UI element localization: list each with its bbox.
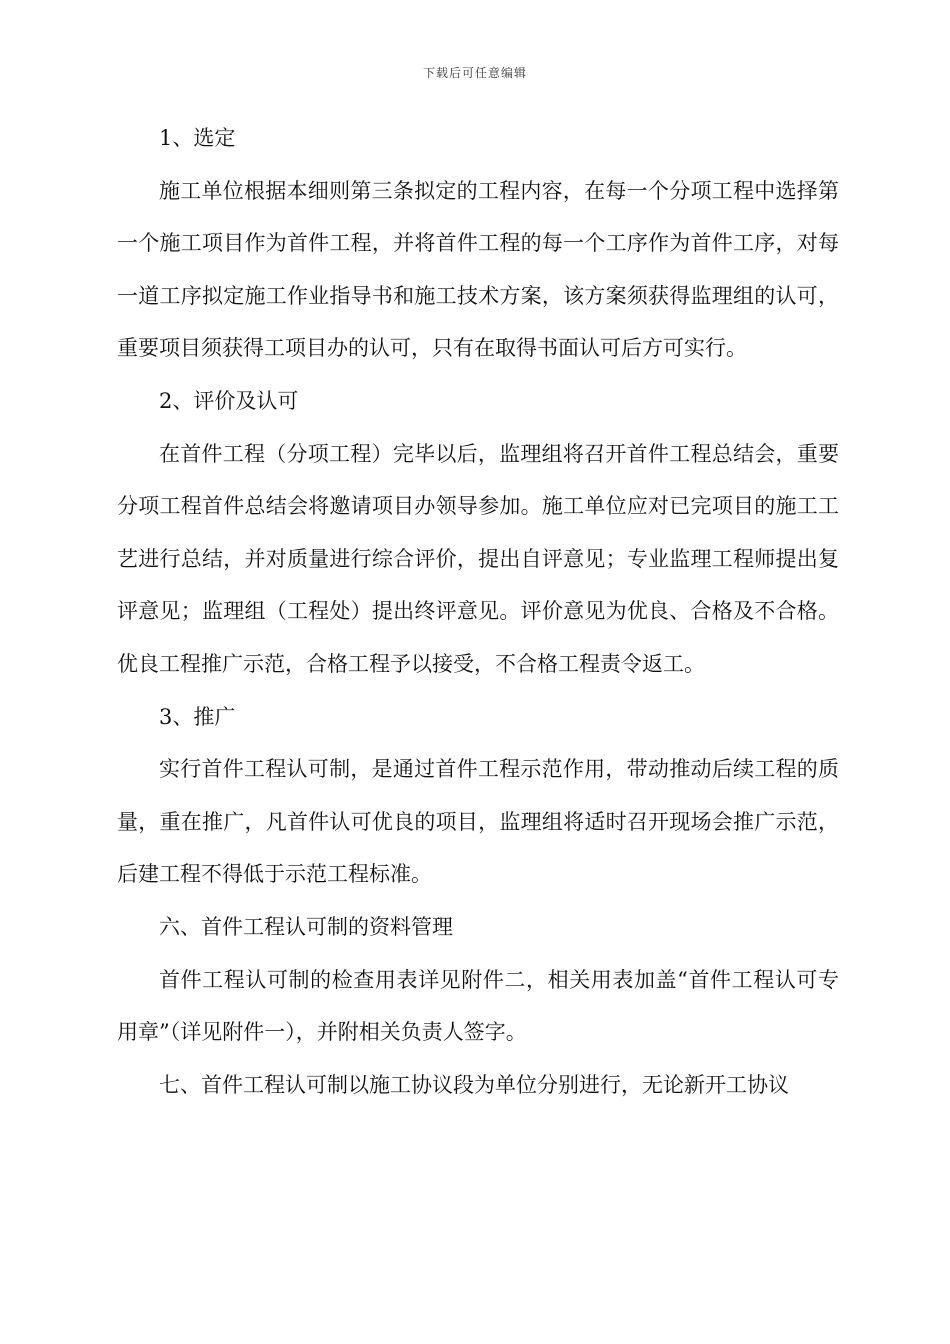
section-heading-evaluation: 2、评价及认可 [159,388,299,413]
section-heading-records: 六、首件工程认可制的资料管理 [159,914,453,939]
section-heading-select: 1、选定 [159,126,236,150]
paragraph-records-body: 首件工程认可制的检查用表详见附件二，相关用表加盖“首件工程认可专用章”（详见附件一），并附相关负责人签字。 [117,967,839,1045]
paragraph-promotion-body: 实行首件工程认可制，是通过首件工程示范作用，带动推动后续工程的质量，重在推广，凡首件认可优良的项目，监理组将适时召开现场会推广示范，后建工程不得低于示范工程标准。 [117,757,839,887]
paragraph-section-seven: 七、首件工程认可制以施工协议段为单位分别进行，无论新开工协议 [159,1072,789,1097]
paragraph-evaluation-body: 在首件工程（分项工程）完毕以后，监理组将召开首件工程总结会，重要分项工程首件总结会将邀请项目办领导参加。施工单位应对已完项目的施工工艺进行总结，并对质量进行综合评价，提出自评意见；专业监理工程师提出复评意见；监理组（工程处）提出终评意见。评价意见为优良、合格及不合格。优良工程推广示范，合格工程予以接受，不合格工程责令返工。 [117,441,839,676]
document-body [117,112,839,1111]
section-heading-promotion: 3、推广 [159,704,236,729]
paragraph-select-body: 施工单位根据本细则第三条拟定的工程内容，在每一个分项工程中选择第一个施工项目作为首件工程，并将首件工程的每一个工序作为首件工序，对每一道工序拟定施工作业指导书和施工技术方案，该方案须获得监理组的认可，重要项目须获得工项目办的认可，只有在取得书面认可后方可实行。 [117,178,839,361]
page-header: 下载后可任意编辑 [422,66,527,80]
